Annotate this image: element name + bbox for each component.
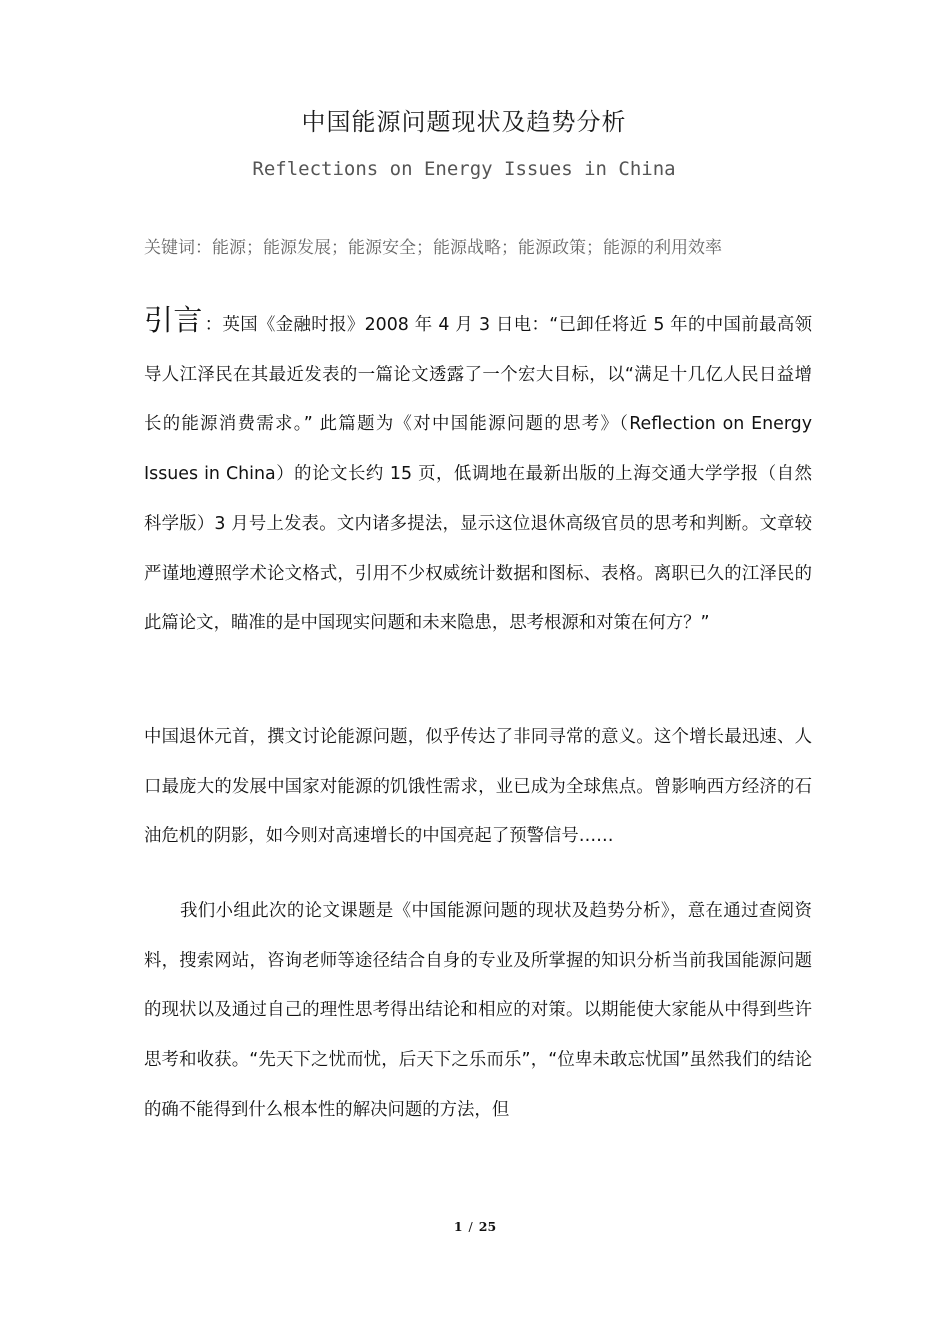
document-subtitle: Reflections on Energy Issues in China <box>252 158 676 180</box>
page-number <box>0 1219 950 1234</box>
total-page-count: 25 <box>478 1219 497 1234</box>
document-title: 中国能源问题现状及趋势分析 <box>301 108 627 136</box>
page-number-separator: / <box>468 1219 473 1234</box>
keywords-line: 关键词：能源；能源发展；能源安全；能源战略；能源政策；能源的利用效率 <box>144 238 722 258</box>
intro-label: 引言 <box>144 303 203 337</box>
intro-paragraph-text: ：英国《金融时报》2008 年 4 月 3 日电：“已卸任将近 5 年的中国前最高领导人江泽民在其最近发表的一篇论文透露了一个宏大目标，以“满足十几亿人民日益增长的能源消费需求。” 此篇题为《对中国能源问题的思考》（Reflection on Energy Issues in China）的论文长约 15 页，低调地在最新出版的上海交通大学学报（自然科学版）3 月号上发表。文内诸多提法，显示这位退休高级官员的思考和判断。文章较严谨地遵照学术论文格式，引用不少权威统计数据和图标、表格。离职已久的江泽民的此篇论文，瞄准的是中国现实问题和未来隐患，思考根源和对策在何方？” <box>144 315 812 634</box>
body-paragraph-2: 中国退休元首，撰文讨论能源问题，似乎传达了非同寻常的意义。这个增长最迅速、人口最庞大的发展中国家对能源的饥饿性需求，业已成为全球焦点。曾影响西方经济的石油危机的阴影，如今则对高速增长的中国亮起了预警信号…… <box>144 727 812 847</box>
current-page-number: 1 <box>453 1219 463 1234</box>
body-paragraph-3: 我们小组此次的论文课题是《中国能源问题的现状及趋势分析》，意在通过查阅资料，搜索网站，咨询老师等途径结合自身的专业及所掌握的知识分析当前我国能源问题的现状以及通过自己的理性思考得出结论和相应的对策。以期能使大家能从中得到些许思考和收获。“先天下之忧而忧，后天下之乐而乐”，“位卑未敢忘忧国”虽然我们的结论的确不能得到什么根本性的解决问题的方法，但 <box>144 901 812 1120</box>
intro-paragraph <box>144 296 812 649</box>
